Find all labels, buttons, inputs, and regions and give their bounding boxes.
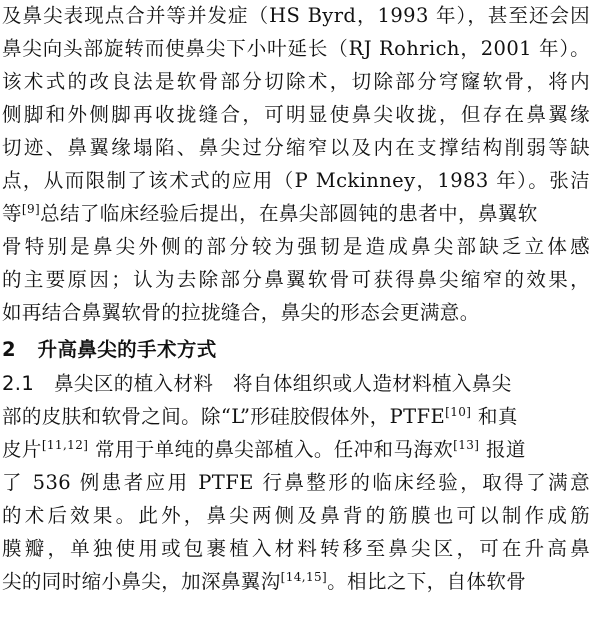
- text-run: 总结了临床经验后提出，在鼻尖部圆钝的患者中，鼻翼软: [40, 202, 538, 225]
- citation: [13]: [453, 438, 480, 452]
- text-line: 的主要原因；认为去除部分鼻翼软骨可获得鼻尖缩窄的效果，: [2, 268, 590, 291]
- text-line: 膜瓣，单独使用或包裹植入材料转移至鼻尖区，可在升高鼻: [2, 537, 590, 560]
- text-line: 的术后效果。此外，鼻尖两侧及鼻背的筋膜也可以制作成筋: [2, 504, 590, 527]
- text-run: 等: [2, 202, 22, 225]
- text-line: 骨特别是鼻尖外侧的部分较为强韧是造成鼻尖部缺乏立体感: [2, 235, 590, 258]
- citation: [11,12]: [41, 438, 89, 452]
- text-line: [2, 403, 590, 430]
- text-line: [2, 568, 590, 595]
- text-run: 常用于单纯的鼻尖部植入。任冲和马海欢: [94, 438, 454, 461]
- text-line: 侧脚和外侧脚再收拢缝合，可明显使鼻尖收拢，但存在鼻翼缘: [2, 103, 590, 126]
- section-number: 2: [2, 338, 16, 361]
- text-line: 鼻尖向头部旋转而使鼻尖下小叶延长（RJ Rohrich，2001 年）。: [2, 37, 590, 60]
- text-run: 部的皮肤和软骨之间。除“L”形硅胶假体外，PTFE: [2, 405, 446, 428]
- text-run: 。相比之下，自体软骨: [327, 570, 527, 593]
- subsection-title: 鼻尖区的植入材料: [54, 372, 214, 395]
- text-line: 及鼻尖表现点合并等并发症（HS Byrd，1993 年），甚至还会因: [2, 4, 590, 27]
- text-line: [2, 370, 590, 397]
- text-line: [2, 200, 590, 227]
- citation: [10]: [445, 405, 472, 419]
- text-line: 点，从而限制了该术式的应用（P Mckinney，1983 年）。张洁: [2, 169, 590, 192]
- subsection-number: 2.1: [2, 372, 35, 395]
- text-run: 皮片: [2, 438, 42, 461]
- text-run: 尖的同时缩小鼻尖，加深鼻翼沟: [2, 570, 281, 593]
- text-line: 切迹、鼻翼缘塌陷、鼻尖过分缩窄以及内在支撑结构削弱等缺: [2, 136, 590, 159]
- text-line: [2, 436, 590, 463]
- section-title: 升高鼻尖的手术方式: [37, 338, 217, 361]
- citation: [14,15]: [280, 570, 328, 584]
- text-run: 报道: [486, 438, 526, 461]
- citation: [9]: [21, 202, 41, 216]
- text-run: 和真: [477, 405, 518, 428]
- text-line: 如再结合鼻翼软骨的拉拢缝合，鼻尖的形态会更满意。: [2, 301, 480, 324]
- text-run: 将自体组织或人造材料植入鼻尖: [233, 372, 512, 395]
- text-line: 该术式的改良法是软骨部分切除术，切除部分穹窿软骨，将内: [2, 70, 590, 93]
- section-heading: [2, 336, 590, 363]
- text-line: 了 536 例患者应用 PTFE 行鼻整形的临床经验，取得了满意: [2, 471, 590, 494]
